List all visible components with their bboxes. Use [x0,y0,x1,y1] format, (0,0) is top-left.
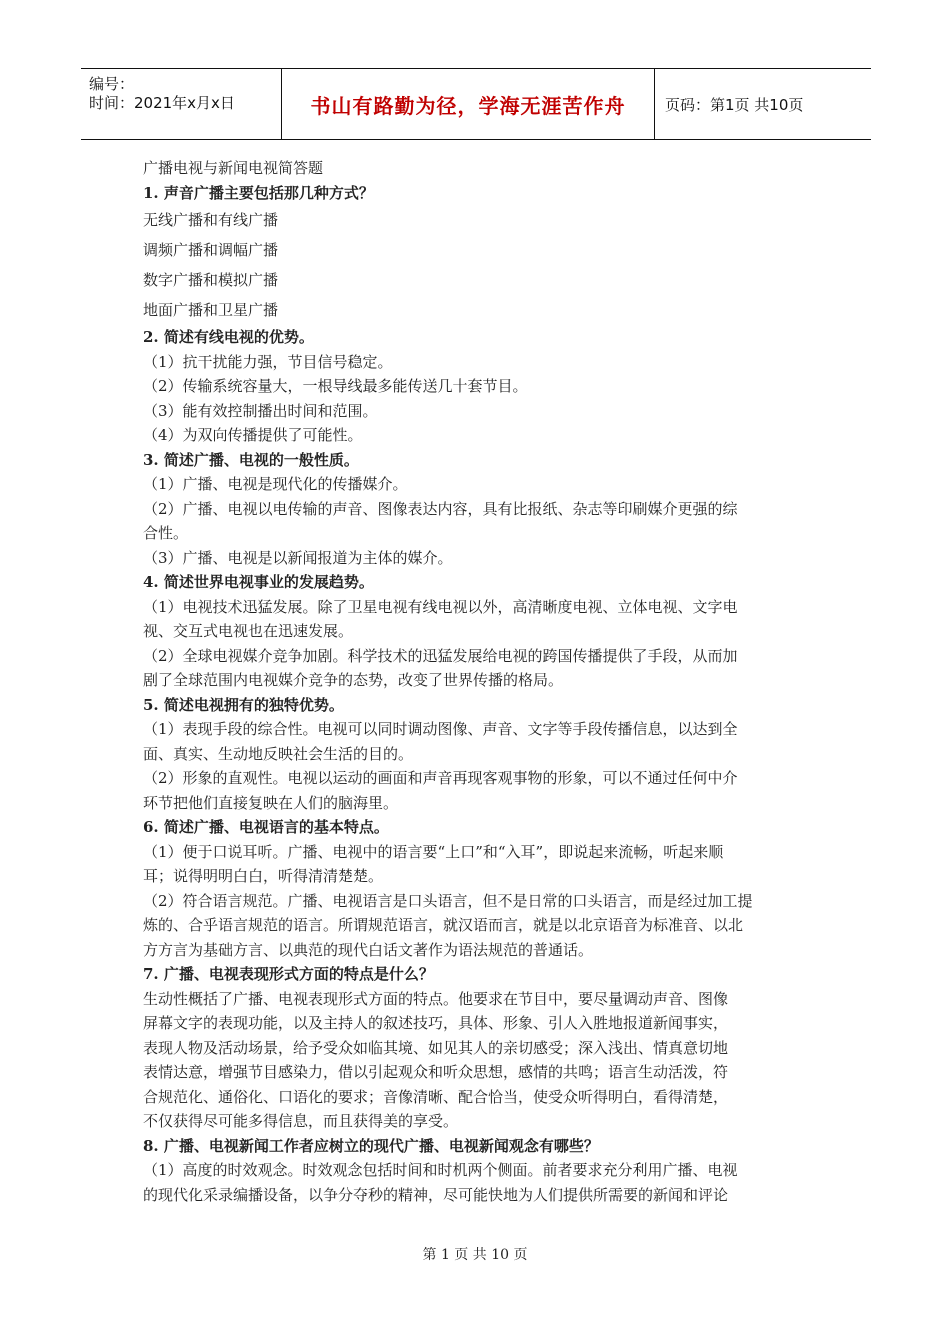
answer-line: 面、真实、生动地反映社会生活的目的。 [143,744,414,763]
answer-line: （1）广播、电视是现代化的传播媒介。 [143,475,408,493]
answer-line: 合性。 [143,524,189,542]
question-6: 6. 简述广播、电视语言的基本特点。 [143,818,389,836]
answer-line: 耳；说得明明白白，听得清清楚楚。 [143,867,384,885]
question-4: 4. 简述世界电视事业的发展趋势。 [143,573,374,591]
answer-line: 不仅获得尽可能多得信息，而且获得美的享受。 [143,1112,459,1130]
answer-line: （1）便于口说耳听。广播、电视中的语言要“上口”和“入耳”，即说起来流畅，听起来顺 [143,842,724,861]
answer-line: 环节把他们直接复映在人们的脑海里。 [143,793,399,812]
header-page-info: 页码：第1页 共10页 [665,95,804,114]
date-line: 时间：2021年x月x日 [89,94,235,112]
answer-line: 数字广播和模拟广播 [143,271,279,289]
question-3: 3. 简述广播、电视的一般性质。 [143,450,359,469]
answer-line: （2）全球电视媒介竞争加剧。科学技术的迅猛发展给电视的跨国传播提供了手段，从而加 [143,646,738,665]
answer-line: 的现代化采录编播设备，以争分夺秒的精神，尽可能快地为人们提供所需要的新闻和评论 [143,1185,729,1204]
answer-line: 视、交互式电视也在迅速发展。 [143,622,354,640]
answer-line: （1）表现手段的综合性。电视可以同时调动图像、声音、文字等手段传播信息，以达到全 [143,720,738,738]
answer-line: （2）广播、电视以电传输的声音、图像表达内容，具有比报纸、杂志等印刷媒介更强的综 [143,499,738,518]
question-7: 7. 广播、电视表现形式方面的特点是什么？ [143,965,434,983]
answer-line: （1）高度的时效观念。时效观念包括时间和时机两个侧面。前者要求充分利用广播、电视 [143,1161,738,1179]
answer-line: 表情达意，增强节目感染力，借以引起观众和听众思想，感情的共鸣；语言生动活泼，符 [143,1063,729,1081]
answer-line: （3）广播、电视是以新闻报道为主体的媒介。 [143,548,453,567]
answer-line: 方方言为基础方言、以典范的现代白话文著作为语法规范的普通话。 [143,940,594,959]
answer-line: 表现人物及活动场景，给予受众如临其境、如见其人的亲切感受；深入浅出、情真意切地 [143,1038,729,1057]
header-meta [81,69,282,139]
answer-line: （2）形象的直观性。电视以运动的画面和声音再现客观事物的形象，可以不通过任何中介 [143,769,738,787]
question-1: 1. 声音广播主要包括那几种方式？ [143,183,374,202]
header-motto: 书山有路勤为径，学海无涯苦作舟 [282,69,655,139]
answer-line: 地面广播和卫星广播 [143,301,279,319]
document-body [143,156,815,1207]
answer-line: 炼的、合乎语言规范的语言。所谓规范语言，就汉语而言，就是以北京语音为标准音、以北 [143,916,744,934]
page-header [81,68,871,140]
answer-line: （2）符合语言规范。广播、电视语言是口头语言，但不是日常的口头语言，而是经过加工提 [143,891,753,910]
question-5: 5. 简述电视拥有的独特优势。 [143,695,344,714]
answer-line: （1）抗干扰能力强，节目信号稳定。 [143,352,393,371]
answer-line: 调频广播和调幅广播 [143,241,279,259]
answer-line: 生动性概括了广播、电视表现形式方面的特点。他要求在节目中，要尽量调动声音、图像 [143,989,729,1008]
question-8: 8. 广播、电视新闻工作者应树立的现代广播、电视新闻观念有哪些？ [143,1136,599,1155]
answer-line: （2）传输系统容量大，一根导线最多能传送几十套节目。 [143,377,528,395]
answer-line: （1）电视技术迅猛发展。除了卫星电视有线电视以外，高清晰度电视、立体电视、文字电 [143,597,738,616]
answer-line: 剧了全球范围内电视媒介竞争的态势，改变了世界传播的格局。 [143,671,564,689]
document-title: 广播电视与新闻电视简答题 [143,159,324,177]
serial-label: 编号： [89,75,135,93]
answer-line: 屏幕文字的表现功能，以及主持人的叙述技巧，具体、形象、引人入胜地报道新闻事实， [143,1014,729,1032]
answer-line: （3）能有效控制播出时间和范围。 [143,401,378,420]
answer-line: 无线广播和有线广播 [143,211,279,229]
question-2: 2. 简述有线电视的优势。 [143,328,314,346]
answer-line: 合规范化、通俗化、口语化的要求；音像清晰、配合恰当，使受众听得明白，看得清楚， [143,1087,729,1106]
page-footer: 第 1 页 共 10 页 [422,1247,528,1263]
answer-line: （4）为双向传播提供了可能性。 [143,426,363,444]
